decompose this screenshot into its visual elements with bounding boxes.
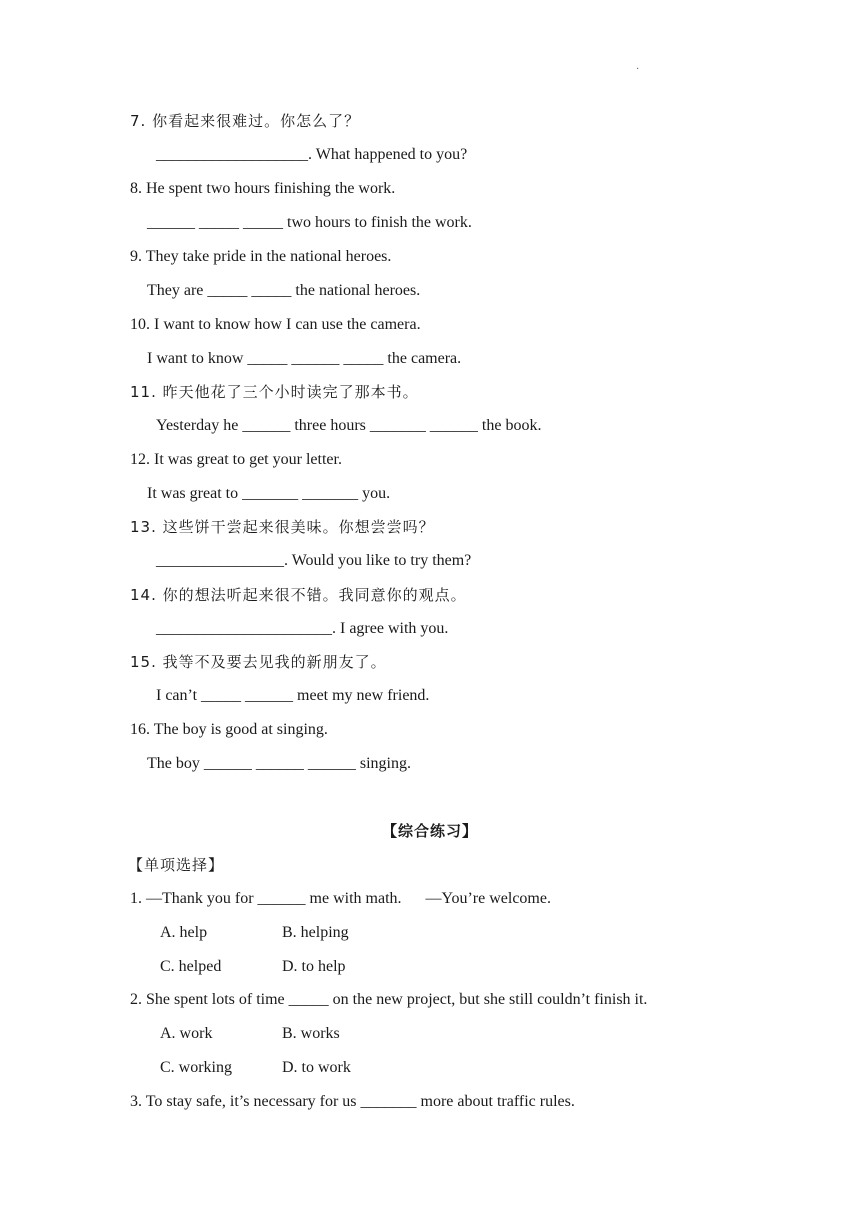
question-14-prompt: 14. 你的想法听起来很不错。我同意你的观点。 — [130, 586, 467, 604]
question-9-answer: They are _____ _____ the national heroes. — [147, 282, 421, 299]
mc-2-option-d: D. to work — [282, 1059, 351, 1076]
question-11-answer: Yesterday he ______ three hours _______ ______ the book. — [156, 417, 542, 434]
question-13-answer: ________________. Would you like to try them? — [156, 552, 472, 569]
question-12-answer: It was great to _______ _______ you. — [147, 485, 391, 502]
question-15-answer: I can’t _____ ______ meet my new friend. — [156, 687, 430, 704]
mc-question-3: 3. To stay safe, it’s necessary for us _______ more about traffic rules. — [130, 1093, 575, 1110]
question-16-answer: The boy ______ ______ ______ singing. — [147, 755, 411, 772]
mc-2-option-b: B. works — [282, 1025, 340, 1042]
mc-1-option-c: C. helped — [160, 958, 222, 975]
subsection-title: 【单项选择】 — [128, 856, 225, 874]
page-mark: · — [636, 64, 640, 75]
question-13-prompt: 13. 这些饼干尝起来很美味。你想尝尝吗？ — [130, 518, 435, 536]
question-12-prompt: 12. It was great to get your letter. — [130, 451, 342, 468]
question-8-prompt: 8. He spent two hours finishing the work. — [130, 180, 396, 197]
mc-1-option-d: D. to help — [282, 958, 346, 975]
mc-1-option-b: B. helping — [282, 924, 349, 941]
mc-1-option-a: A. help — [160, 924, 208, 941]
question-14-answer: ______________________. I agree with you. — [156, 620, 449, 637]
question-11-prompt: 11. 昨天他花了三个小时读完了那本书。 — [130, 383, 419, 401]
question-15-prompt: 15. 我等不及要去见我的新朋友了。 — [130, 653, 387, 671]
mc-question-2: 2. She spent lots of time _____ on the new project, but she still couldn’t finish it. — [130, 991, 648, 1008]
question-7-answer: ___________________. What happened to you? — [156, 146, 468, 163]
question-9-prompt: 9. They take pride in the national heroes. — [130, 248, 392, 265]
question-8-answer: ______ _____ _____ two hours to finish the work. — [147, 214, 472, 231]
mc-2-option-c: C. working — [160, 1059, 232, 1076]
mc-2-option-a: A. work — [160, 1025, 213, 1042]
section-title: 【综合练习】 — [381, 822, 478, 840]
mc-question-1: 1. —Thank you for ______ me with math. —You’re welcome. — [130, 890, 551, 907]
question-10-answer: I want to know _____ ______ _____ the camera. — [147, 350, 462, 367]
question-10-prompt: 10. I want to know how I can use the camera. — [130, 316, 421, 333]
question-7-prompt: 7. 你看起来很难过。你怎么了？ — [130, 112, 361, 130]
question-16-prompt: 16. The boy is good at singing. — [130, 721, 328, 738]
